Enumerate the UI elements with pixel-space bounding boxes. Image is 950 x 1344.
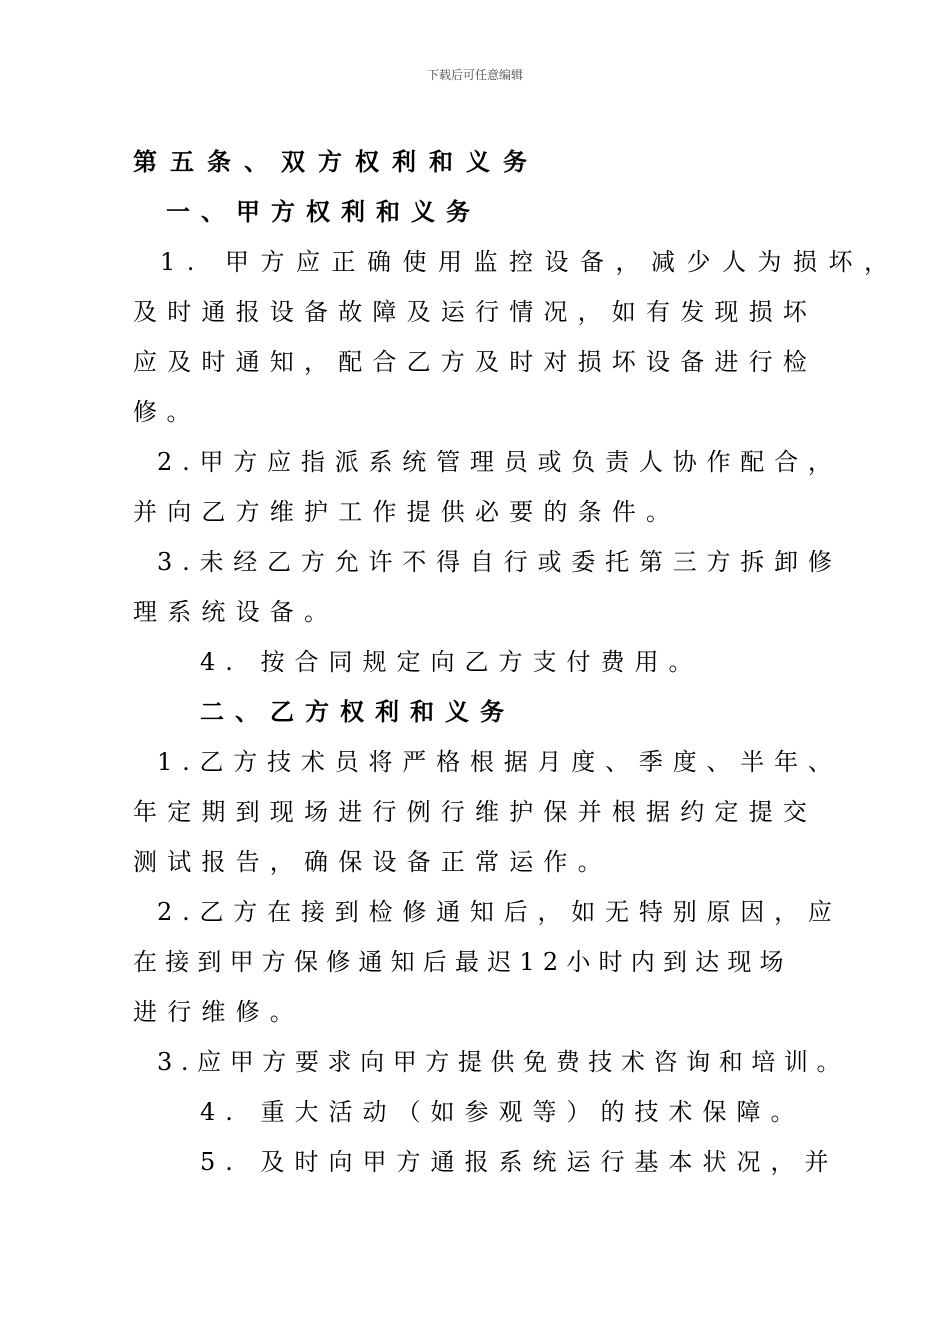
paragraph-line: 1. 甲方应正确使用监控设备，减少人为损坏， — [160, 248, 900, 276]
paragraph-line: 应及时通知，配合乙方及时对损坏设备进行检 — [133, 348, 817, 376]
paragraph-line: 5. 及时向甲方通报系统运行基本状况，并 — [200, 1148, 839, 1176]
section-heading-party-a: 一、甲方权利和义务 — [166, 197, 481, 226]
paragraph-line: 测试报告，确保设备正常运作。 — [133, 848, 612, 876]
paragraph-line: 4. 按合同规定向乙方支付费用。 — [200, 648, 703, 676]
paragraph-line: 3.未经乙方允许不得自行或委托第三方拆卸修 — [157, 548, 842, 576]
paragraph-line: 理系统设备。 — [133, 598, 339, 626]
paragraph-line: 修。 — [133, 398, 200, 426]
paragraph-line: 及时通报设备故障及运行情况，如有发现损坏 — [133, 298, 817, 326]
paragraph-line: 并向乙方维护工作提供必要的条件。 — [133, 498, 681, 526]
paragraph-line: 年定期到现场进行例行维护保并根据约定提交 — [133, 798, 817, 826]
page-header: 下载后可任意编辑 — [426, 68, 523, 82]
paragraph-line: 3.应甲方要求向甲方提供免费技术咨询和培训。 — [157, 1048, 850, 1076]
article-heading: 第五条、双方权利和义务 — [133, 147, 540, 176]
paragraph-line: 在接到甲方保修通知后最迟12小时内到达现场 — [133, 948, 792, 976]
paragraph-line: 1.乙方技术员将严格根据月度、季度、半年、 — [157, 748, 842, 776]
paragraph-line: 4. 重大活动（如参观等）的技术保障。 — [200, 1098, 805, 1126]
paragraph-line: 2.乙方在接到检修通知后，如无特别原因，应 — [157, 898, 842, 926]
paragraph-line: 2.甲方应指派系统管理员或负责人协作配合， — [157, 448, 842, 476]
paragraph-line: 进行维修。 — [133, 998, 304, 1026]
section-heading-party-b: 二、乙方权利和义务 — [200, 697, 515, 726]
